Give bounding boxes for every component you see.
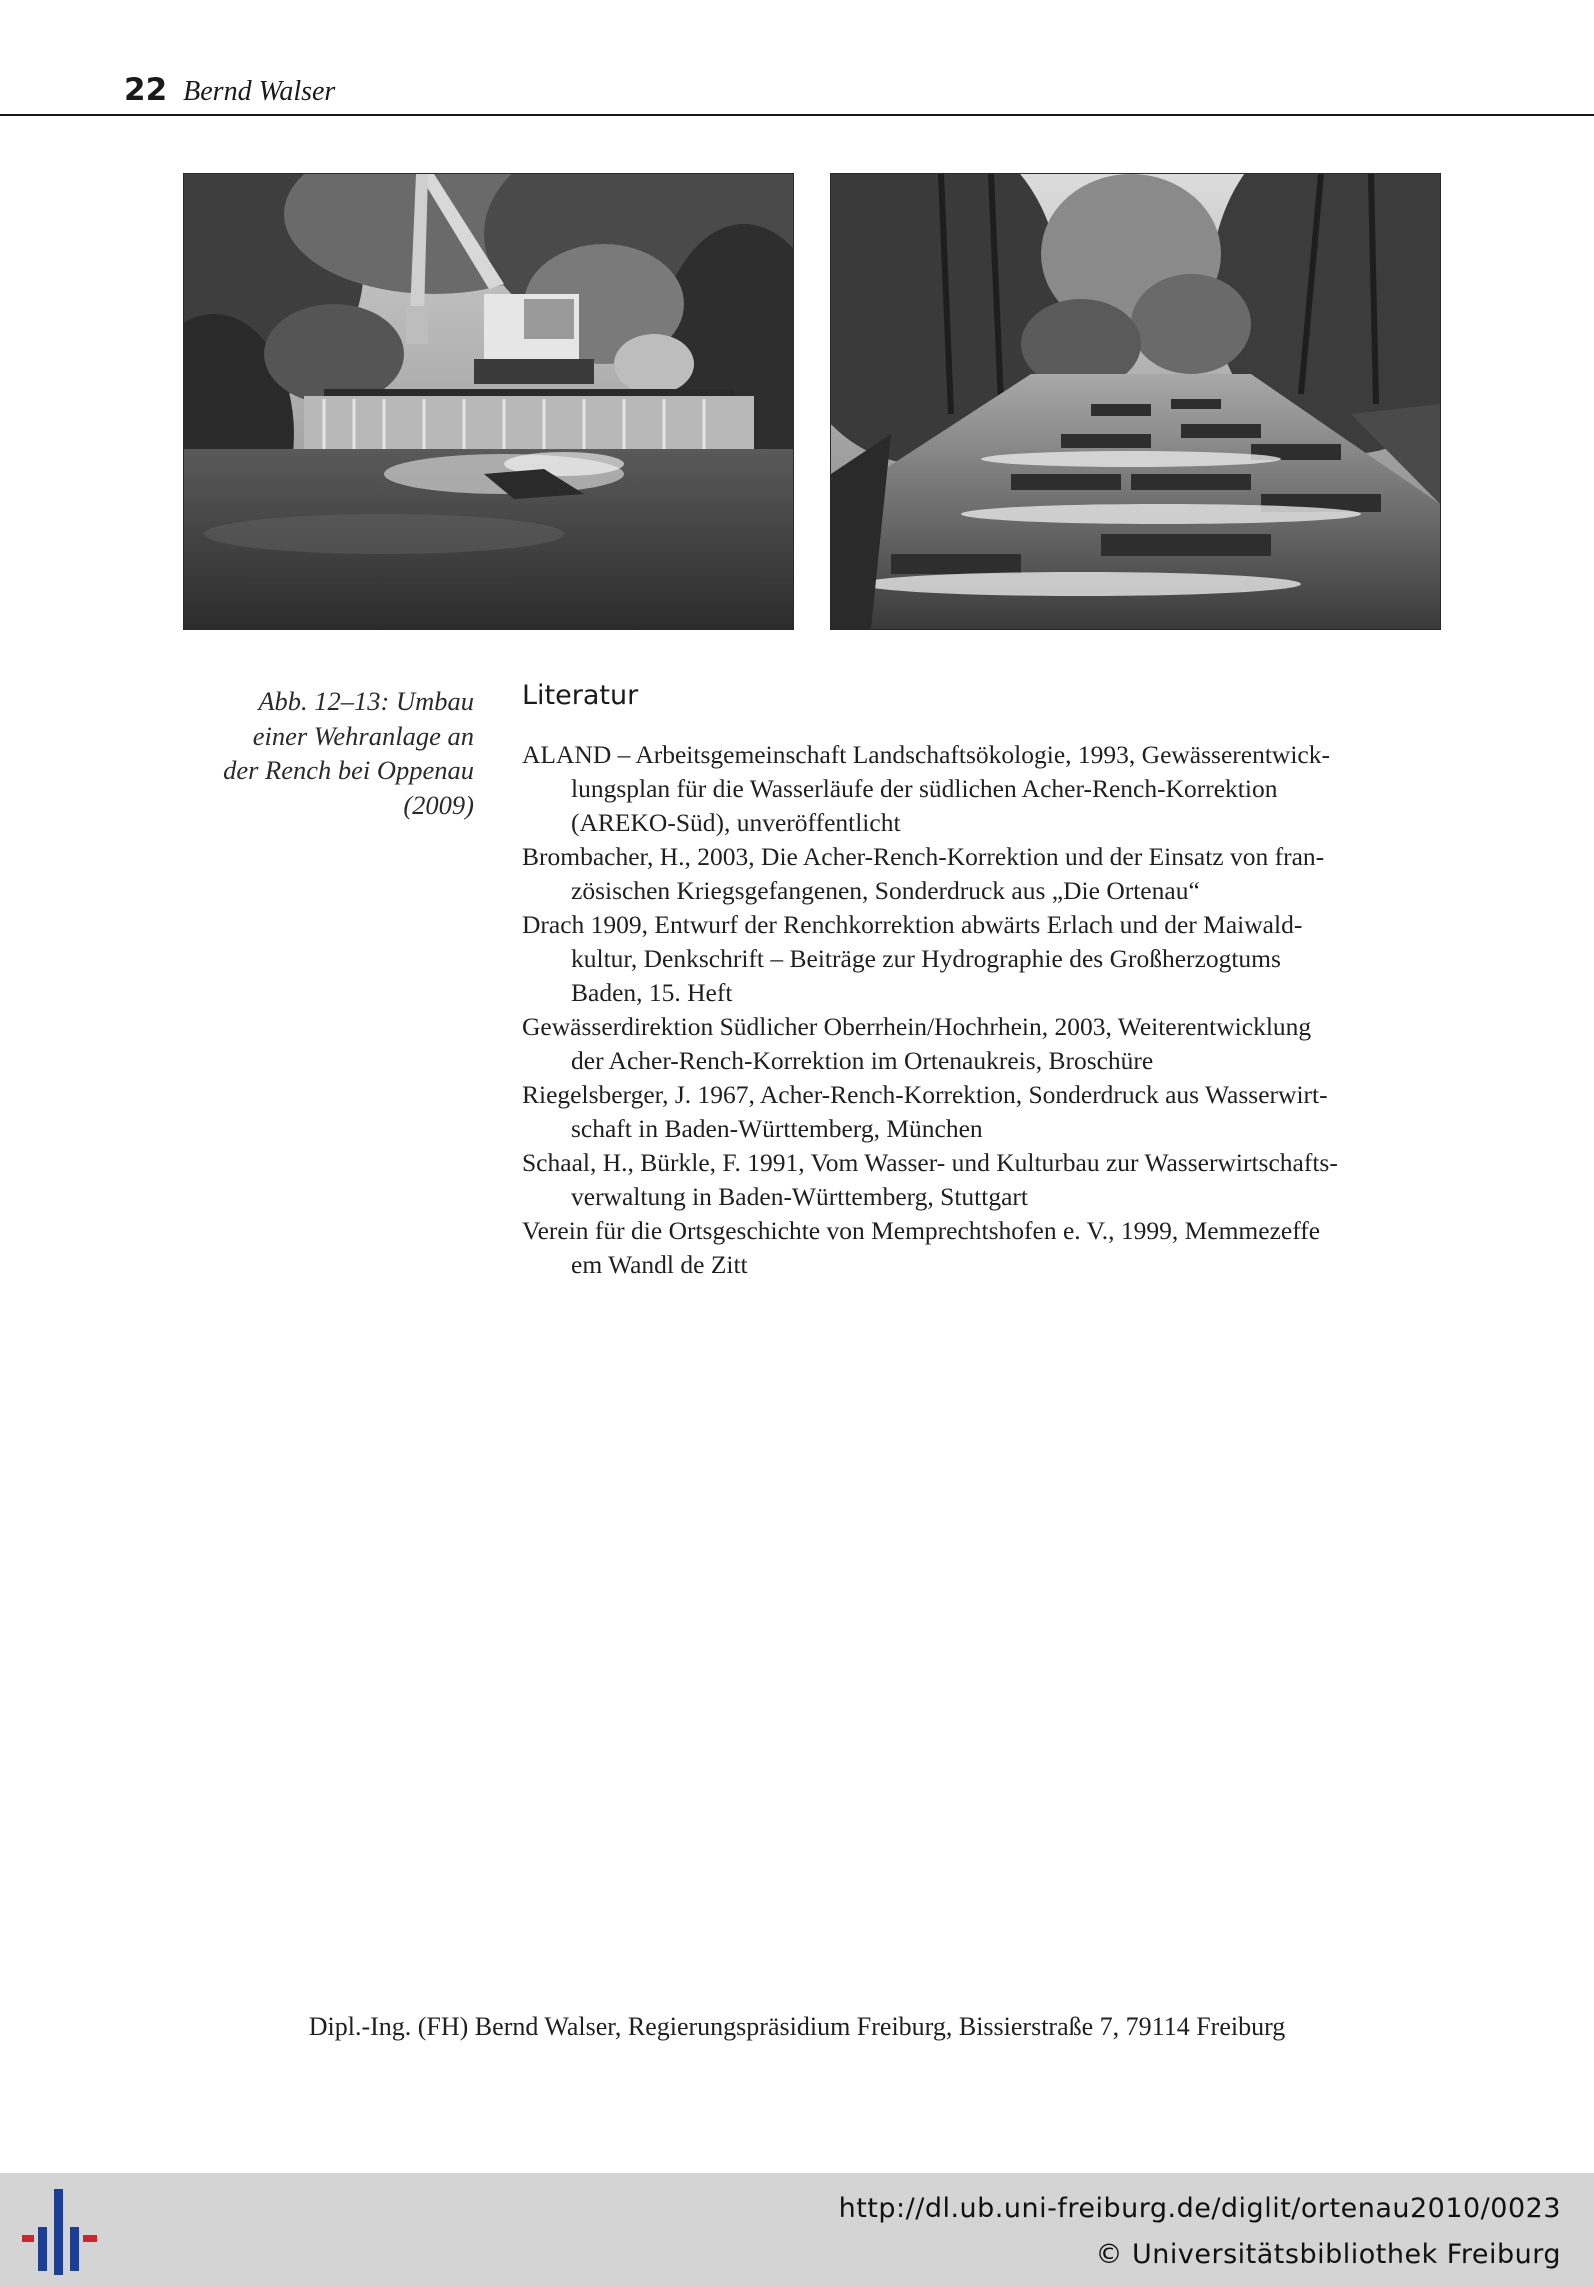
reference-line: zösischen Kriegsgefangenen, Sonderdruck aus „Die Ortenau“ bbox=[571, 876, 1200, 905]
reference-line: kultur, Denkschrift – Beiträge zur Hydrographie des Großherzogtums bbox=[571, 944, 1281, 973]
stream-bed-photo bbox=[831, 174, 1440, 629]
reference-line: Drach 1909, Entwurf der Renchkorrektion abwärts Erlach und der Maiwald- bbox=[522, 910, 1303, 939]
reference-item bbox=[522, 738, 1440, 840]
reference-item bbox=[522, 1214, 1440, 1282]
figure-12-photo bbox=[183, 173, 794, 630]
reference-line: lungsplan für die Wasserläufe der südlichen Acher-Rench-Korrektion bbox=[571, 774, 1278, 803]
page-number: 22 bbox=[124, 72, 168, 108]
weir-excavator-photo bbox=[184, 174, 793, 629]
library-footer-bar bbox=[0, 2173, 1594, 2287]
reference-item bbox=[522, 908, 1440, 1010]
reference-line: Gewässerdirektion Südlicher Oberrhein/Hochrhein, 2003, Weiterentwicklung bbox=[522, 1012, 1312, 1041]
document-url-link[interactable]: http://dl.ub.uni-freiburg.de/diglit/ortenau2010/0023 bbox=[838, 2193, 1561, 2224]
reference-item bbox=[522, 1078, 1440, 1146]
reference-line: schaft in Baden-Württemberg, München bbox=[571, 1114, 983, 1143]
literature-heading: Literatur bbox=[522, 680, 639, 711]
figure-13-photo bbox=[830, 173, 1441, 630]
figure-caption bbox=[180, 684, 474, 822]
running-author: Bernd Walser bbox=[183, 76, 336, 107]
reference-line: Riegelsberger, J. 1967, Acher-Rench-Korrektion, Sonderdruck aus Wasserwirt- bbox=[522, 1080, 1328, 1109]
caption-line: der Rench bei Oppenau bbox=[223, 755, 474, 785]
reference-line: Schaal, H., Bürkle, F. 1991, Vom Wasser- und Kulturbau zur Wasserwirtschafts- bbox=[522, 1148, 1338, 1177]
reference-item bbox=[522, 1010, 1440, 1078]
reference-item bbox=[522, 1146, 1440, 1214]
reference-list bbox=[522, 738, 1440, 1282]
header-rule bbox=[0, 114, 1594, 116]
reference-line: der Acher-Rench-Korrektion im Ortenaukreis, Broschüre bbox=[571, 1046, 1154, 1075]
reference-line: verwaltung in Baden-Württemberg, Stuttgart bbox=[571, 1182, 1028, 1211]
author-address: Dipl.-Ing. (FH) Bernd Walser, Regierungspräsidium Freiburg, Bissierstraße 7, 79114 Freiburg bbox=[308, 2012, 1286, 2041]
caption-line: (2009) bbox=[403, 789, 474, 820]
reference-line: Brombacher, H., 2003, Die Acher-Rench-Korrektion und der Einsatz von fran- bbox=[522, 842, 1325, 871]
reference-item bbox=[522, 840, 1440, 908]
caption-line: einer Wehranlage an bbox=[252, 720, 474, 751]
reference-line: Baden, 15. Heft bbox=[571, 978, 733, 1007]
reference-line: em Wandl de Zitt bbox=[571, 1250, 748, 1279]
reference-line: (AREKO-Süd), unveröffentlicht bbox=[571, 808, 901, 837]
ub-freiburg-logo-icon bbox=[20, 2189, 100, 2275]
reference-line: Verein für die Ortsgeschichte von Memprechtshofen e. V., 1999, Memmezeffe bbox=[522, 1216, 1321, 1245]
caption-line: Abb. 12–13: Umbau bbox=[258, 686, 474, 716]
running-head bbox=[124, 72, 335, 116]
copyright-notice: © Universitätsbibliothek Freiburg bbox=[1095, 2239, 1561, 2270]
reference-line: ALAND – Arbeitsgemeinschaft Landschaftsökologie, 1993, Gewässerentwick- bbox=[522, 740, 1330, 769]
